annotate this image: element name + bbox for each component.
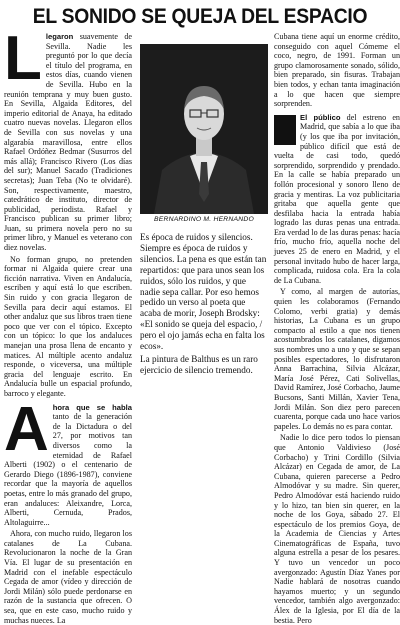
portrait-illustration xyxy=(140,44,268,214)
paragraph-text: tanto de la generación de la Dictadura o del 27, por motivos tan diversos como la eternidad de Rafael Alberti (1902) o el centenario de Gerardo Diego (1896-1987), conviene recordar que la mayoría de aquellos poetas, entre lo más granado del grupo, eran andaluces: Aleixandre, Lorca, Alberti, Cernuda, Prados, Altolaguirre... xyxy=(4,412,132,527)
column-right xyxy=(274,32,400,625)
paragraph: Y como, al margen de autorías, quien les colaboramos (Fernando Colomo, verbi gratia) y demás historias, La Cubana es un grupo compacto al estilo a que nos tienen acostumbrados los catalanes, digamos sus nombres uno a uno y que se sepan posibles espectadores, lo disfrutaron Anna Barrachina, Silvia Alcázar, María José Pérez, Cati Solivellas, David Ramírez, José Corbacho, Jaume Bucsons, Santi Millán, Xavier Tena, Jordi Milán. Son diez pero parecen cuarenta, porque cada uno hace varios papeles. Lo demás no es para contar. xyxy=(274,287,400,431)
paragraph: Nadie lo dice pero todos lo piensan que Antonio Valdivieso (José Corbacho) y Trini Cordillo (Silvia Alcázar) en Cegada de amor, de La Cubana, quieren parecerse a Pedro Almodóvar y su madre. Sin querer, Pedro Almodóvar está haciendo ruido y lo hizo, tan bien sin querer, en la noche de los Goya, sábado 27. El espectáculo de los premios Goya, de la Academia de Ciencias y Artes Cinematográficas de España, tuvo alguna estrella a pesar de los pesares. Y tuvo un vencedor un poco avergonzado: Agustín Díaz Yanes por Nadie hablará de nosotras cuando hayamos muerto; y un segundo vencedor, también algo avergonzado: Álex de la Iglesia, por El día de la bestia. Pero xyxy=(274,433,400,625)
paragraph: La pintura de Balthus es un raro ejercicio de silencio tremendo. xyxy=(140,353,258,375)
paragraph: No forman grupo, no pretenden formar ni Algaida quiere crear una ficción narrativa. Viven en Andalucía, escriben y aquí está lo que escriben. Sin ruido y con gracia llegaron de Sevilla para decir aquí estamos. El other andaluz que sus libros traen tiene poco que ver con el tópico. Excepto con un tópico: lo que los andaluces manejan una prosa llena de encanto y matices. Al múltiple acento andaluz responde, o viceversa, una múltiple gracia del lenguaje escrito. En Andalucía bulle un espacial profundo, barroco y elegante. xyxy=(4,254,132,398)
author-photo xyxy=(140,44,268,214)
paragraph xyxy=(4,24,132,253)
photo-caption: BERNARDINO M. HERNANDO xyxy=(154,216,254,223)
paragraph-text: suavemente de Sevilla. Nadie les preguntó por lo que decía el título del programa, en estos días, cuando vienen de Sevilla. Hubo en la reunión temprana y muy buen gusto. En Sevilla, Algaida Editores, del imperio editorial de Anaya, ha editado cuatro nuevas novelas. Llegaron ellos de Sevilla con sus novelas y una algarabía maravillosa, entre ellos Rafael Ordóñez Bedmar (Susurros del más allá); Francisco Rivero (Los días del sur); Manuel Sacado (Tradiciones secretas); Juan Teba (No te olvidaré). Son, respectivamente, maestro, catedrático de instituto, director de publicidad, periodista. Rafael y Francisco publican su primer libro; Juan, su primera novela pero no su primer libro, y Manuel es veterano con diez novelas. xyxy=(4,32,132,253)
lead-in: El público xyxy=(300,112,341,122)
paragraph: Cubana tiene aquí un enorme crédito, conseguido con aquel Cómeme el coco, negro, de 1991. Forman un grupo clamorosamente sonado, sólido, bien preparado, sin fisuras. Trabajan bien todos, y echan tanta imaginación a lo que hacen que siempre sorprenden. xyxy=(274,32,400,109)
section-marker xyxy=(274,115,296,145)
drop-cap: L xyxy=(4,24,42,93)
paragraph xyxy=(4,394,132,528)
drop-cap: A xyxy=(4,394,49,464)
lead-in: hora que se habla xyxy=(52,402,132,412)
column-left xyxy=(4,24,132,625)
paragraph xyxy=(274,113,400,286)
paragraph: Ahora, con mucho ruido, llegaron los catalanes de La Cubana. Revolucionaron la noche de la Gran Vía. El lugar de su presentación en Madrid con el inefable espectáculo Cegada de amor (vídeo y dirección de Jordi Milán) sólo puede perdonarse en razón de la sustancia que ofrecen. O sea, que en este caso, mucho ruido y muchas nueces. La xyxy=(4,529,132,625)
paragraph: Es época de ruidos y silencios. Siempre es época de ruidos y silencios. La pena es que están tan repartidos: que para unos sean los ruidos, sólo los ruidos, y que nadie sepa callar. Por eso hemos pedido un verso al poeta que acaba de morir, Joseph Brodsky: «El sonido se queja del espacio, / pero el ojo jamás echa en falta los ecos». xyxy=(140,232,267,352)
lead-in: legaron xyxy=(45,32,74,41)
headline: EL SONIDO SE QUEJA DEL ESPACIO xyxy=(32,5,368,28)
column-center xyxy=(140,232,268,516)
paragraph-text: del estreno en Madrid, que sabía a lo que iba (y los que iba por invitación, público difícil que está de vuelta de casi todo, quedó sorprendido, sorprendido y prendado. En la calle se había preparado un follón procesional y sonoro lleno de gracia y mentiras. La voz publicitaria gritaba que aquella gente que desfilaba hacia la entrada había logrado las duras penas una entrada. Era verdad lo de las duras penas: hacía frío, mucho frío, aquella noche del jueves 25 de enero en Madrid, y el personal invitado hubo de hacer larga, complicada, ruidosa cola. Era la cola de La Cubana. xyxy=(274,112,400,285)
